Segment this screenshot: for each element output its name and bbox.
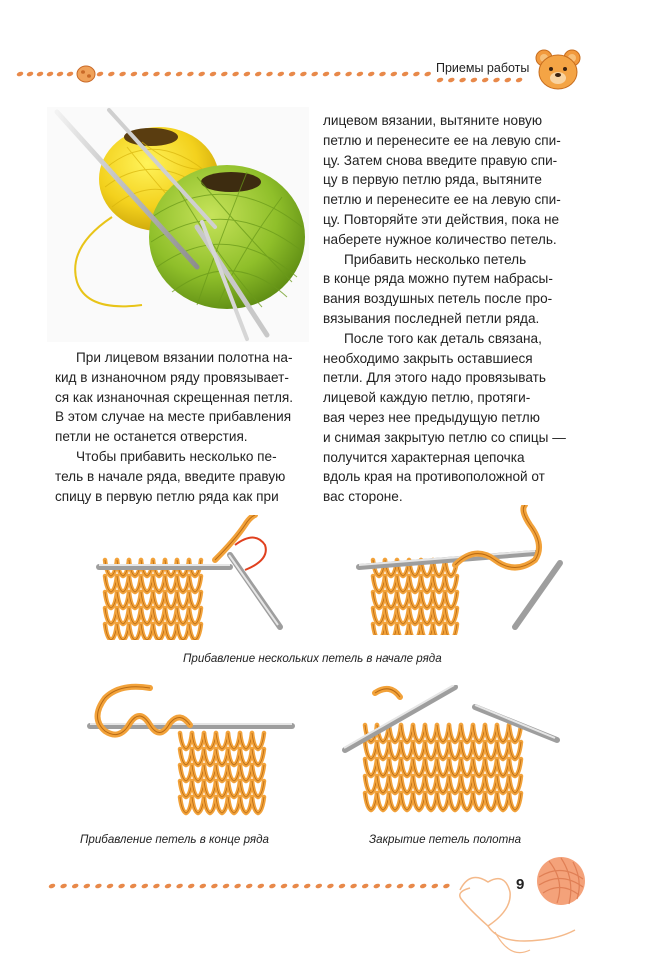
paragraph-line: петлю и перенесите ее на левую спи-: [323, 192, 561, 208]
bead: [356, 71, 364, 77]
bead: [277, 71, 285, 77]
bead: [95, 883, 103, 889]
bead: [459, 77, 467, 83]
bead: [234, 883, 242, 889]
paragraph-line: вас стороне.: [323, 489, 403, 505]
bead: [153, 71, 161, 77]
bead: [176, 883, 184, 889]
bead: [443, 883, 451, 889]
bead: [211, 883, 219, 889]
paragraph-line: цу. Затем снова введите правую спи-: [323, 152, 558, 168]
bead: [60, 883, 68, 889]
paragraph-line: лицевой каждую петлю, протяги-: [323, 390, 531, 406]
bead: [46, 71, 54, 77]
bead: [130, 71, 138, 77]
bead: [373, 883, 381, 889]
bead: [107, 71, 115, 77]
bead: [385, 883, 393, 889]
paragraph-line: и снимая закрытую петлю со спицы —: [323, 429, 566, 445]
paragraph-line: После того как деталь связана,: [344, 330, 542, 346]
bead: [153, 883, 161, 889]
paragraph-line: петли не останется отверстия.: [55, 429, 248, 445]
paragraph-line: лицевом вязании, вытяните новую: [323, 113, 543, 128]
header-button-ornament: [77, 66, 95, 82]
footer-bead-border: [0, 870, 600, 965]
bear-head-icon: [533, 48, 583, 92]
bead: [419, 883, 427, 889]
paragraph-line: Прибавить несколько петель: [344, 251, 527, 267]
bead: [390, 71, 398, 77]
bead: [481, 77, 489, 83]
bead: [198, 71, 206, 77]
illustration-add-start-right: [355, 505, 570, 635]
bead: [493, 77, 501, 83]
bead: [379, 71, 387, 77]
bead: [209, 71, 217, 77]
bead: [222, 883, 230, 889]
illustration-add-end: [80, 683, 295, 823]
bead: [470, 77, 478, 83]
bead: [436, 77, 444, 83]
bead: [361, 883, 369, 889]
bead: [280, 883, 288, 889]
bead: [269, 883, 277, 889]
bead: [220, 71, 228, 77]
bead: [345, 71, 353, 77]
bead: [199, 883, 207, 889]
bead: [26, 71, 34, 77]
paragraph-line: в конце ряда можно путем набрасы-: [323, 271, 553, 287]
bead: [16, 71, 24, 77]
paragraph-line: цу в первую петлю ряда, вытяните: [323, 172, 542, 188]
bead: [106, 883, 114, 889]
paragraph-line: ся как изнаночная скрещенная петля.: [55, 389, 294, 405]
paragraph-line: петлю и перенесите ее на левую спи-: [323, 132, 561, 148]
bead: [300, 71, 308, 77]
bead: [338, 883, 346, 889]
bead: [66, 71, 74, 77]
paragraph-line: вдоль края на противоположной от: [323, 469, 545, 485]
caption-add-start: Прибавление нескольких петель в начале ряда: [183, 652, 442, 665]
bead: [424, 71, 432, 77]
bead: [401, 71, 409, 77]
bead: [288, 71, 296, 77]
bead: [164, 71, 172, 77]
paragraph-line: наберете нужное количество петель.: [323, 231, 557, 247]
bead: [303, 883, 311, 889]
bead: [447, 77, 455, 83]
bead: [119, 71, 127, 77]
bead: [327, 883, 335, 889]
left-text-column: [55, 348, 305, 506]
bead: [333, 71, 341, 77]
caption-add-end: Прибавление петель в конце ряда: [80, 833, 269, 846]
bead: [164, 883, 172, 889]
paragraph-line: спицу в первую петлю ряда как при: [55, 488, 279, 504]
bead: [71, 883, 79, 889]
paragraph-line: кид в изнаночном ряду провязывает-: [55, 369, 289, 385]
bead: [243, 71, 251, 77]
yarn-balls-photo: [47, 107, 309, 342]
bead: [504, 77, 512, 83]
illustration-add-start-left: [95, 515, 295, 640]
bead: [254, 71, 262, 77]
bead: [396, 883, 404, 889]
bead: [48, 883, 56, 889]
section-title: Приемы работы: [436, 61, 530, 75]
paragraph-line: вания воздушных петель после про-: [323, 291, 553, 307]
bead: [141, 883, 149, 889]
bead: [292, 883, 300, 889]
caption-bind-off: Закрытие петель полотна: [369, 833, 522, 846]
paragraph-line: получится характерная цепочка: [323, 449, 525, 465]
bead: [515, 77, 523, 83]
bead: [129, 883, 137, 889]
paragraph-line: вязывания последней петли ряда.: [323, 310, 540, 326]
bead: [175, 71, 183, 77]
bead: [187, 71, 195, 77]
bead: [56, 71, 64, 77]
bead: [257, 883, 265, 889]
bead: [232, 71, 240, 77]
paragraph-line: цу. Повторяйте эти действия, пока не: [323, 211, 560, 227]
heart-yarn-strand: [460, 878, 510, 927]
bead: [311, 71, 319, 77]
bead: [315, 883, 323, 889]
bead: [266, 71, 274, 77]
paragraph-line: вая через нее предыдущую петлю: [323, 409, 540, 425]
bead: [431, 883, 439, 889]
bead: [187, 883, 195, 889]
paragraph-line: В этом случае на месте прибавления: [55, 409, 292, 425]
bead: [96, 71, 104, 77]
illustration-bind-off: [335, 685, 560, 825]
bead: [141, 71, 149, 77]
paragraph-line: При лицевом вязании полотна на-: [76, 350, 293, 365]
paragraph-line: петли. Для этого надо провязывать: [323, 370, 546, 386]
paragraph-line: необходимо закрыть оставшиеся: [323, 350, 533, 366]
bead: [245, 883, 253, 889]
bead: [118, 883, 126, 889]
bead: [36, 71, 44, 77]
bead: [322, 71, 330, 77]
yarn-ball-icon: [535, 855, 587, 907]
right-text-column: [323, 111, 583, 507]
bead: [367, 71, 375, 77]
bead: [83, 883, 91, 889]
paragraph-line: Чтобы прибавить несколько пе-: [76, 448, 277, 464]
bead: [350, 883, 358, 889]
paragraph-line: тель в начале ряда, введите правую: [55, 468, 286, 484]
page-number: 9: [516, 876, 525, 893]
bead: [413, 71, 421, 77]
bead: [408, 883, 416, 889]
